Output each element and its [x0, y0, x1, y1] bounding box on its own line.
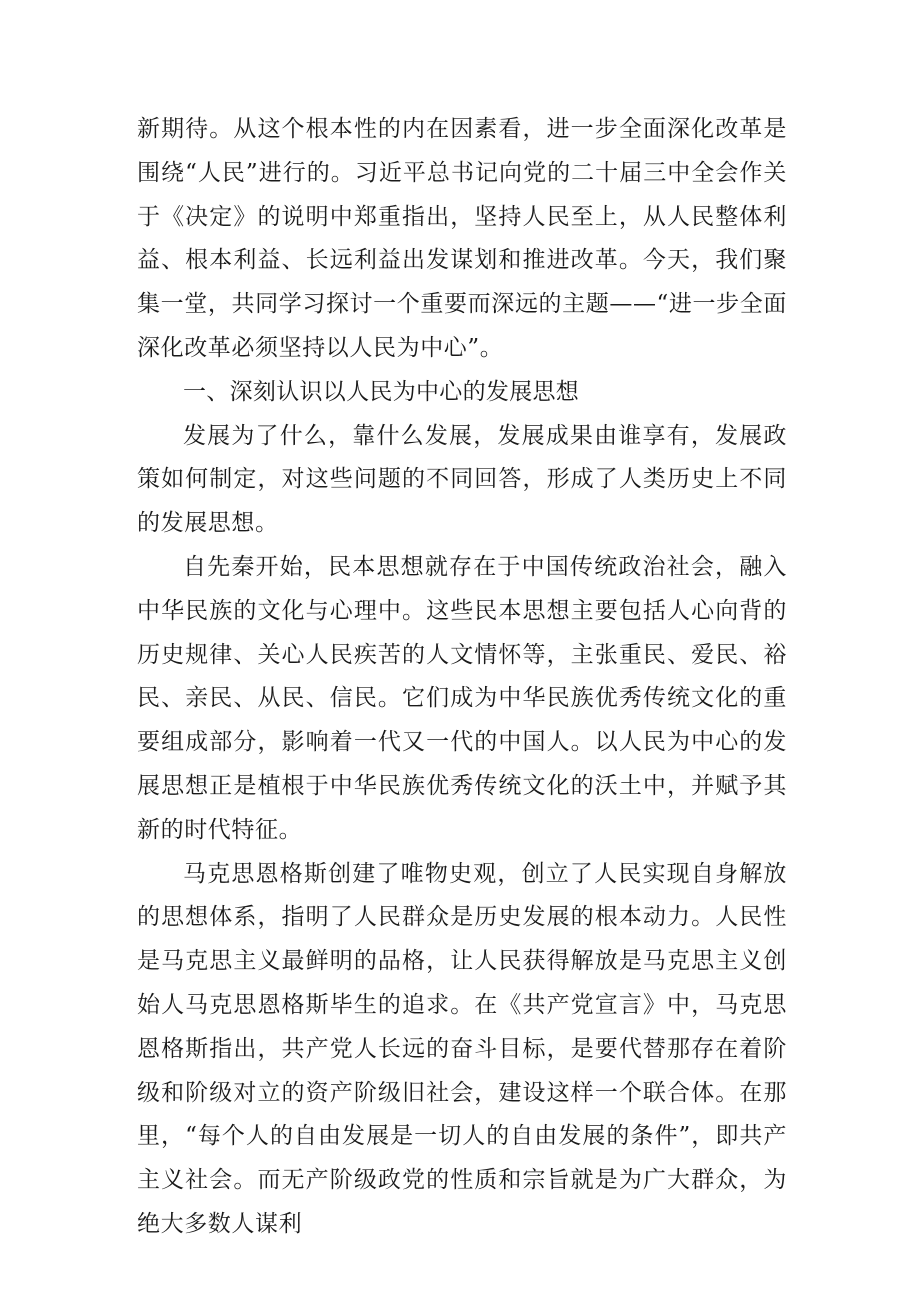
paragraph-minben-thought: 自先秦开始，民本思想就存在于中国传统政治社会，融入中华民族的文化与心理中。这些民本思想主要包括人心向背的历史规律、关心人民疾苦的人文情怀等，主张重民、爱民、裕民、亲民、从民、信民。它们成为中华民族优秀传统文化的重要组成部分，影响着一代又一代的中国人。以人民为中心的发展思想正是植根于中华民族优秀传统文化的沃土中，并赋予其新的时代特征。	[137, 553, 787, 843]
intro-paragraph: 新期待。从这个根本性的内在因素看，进一步全面深化改革是围绕“人民”进行的。习近平总书记向党的二十届三中全会作关于《决定》的说明中郑重指出，坚持人民至上，从人民整体利益、根本利益、长远利益出发谋划和推进改革。今天，我们聚集一堂，共同学习探讨一个重要而深远的主题——“进一步全面深化改革必须坚持以人民为中心”。	[137, 116, 787, 361]
paragraph-marxism: 马克思恩格斯创建了唯物史观，创立了人民实现自身解放的思想体系，指明了人民群众是历史发展的根本动力。人民性是马克思主义最鲜明的品格，让人民获得解放是马克思主义创始人马克思恩格斯毕生的追求。在《共产党宣言》中，马克思恩格斯指出，共产党人长远的奋斗目标，是要代替那存在着阶级和阶级对立的资产阶级旧社会，建设这样一个联合体。在那里，“每个人的自由发展是一切人的自由发展的条件”，即共产主义社会。而无产阶级政党的性质和宗旨就是为广大群众，为绝大多数人谋利	[137, 860, 787, 1237]
document-page	[137, 108, 787, 1247]
paragraph-development-questions: 发展为了什么，靠什么发展，发展成果由谁享有，发展政策如何制定，对这些问题的不同回答，形成了人类历史上不同的发展思想。	[137, 422, 787, 537]
section-heading: 一、深刻认识以人民为中心的发展思想	[183, 378, 580, 405]
